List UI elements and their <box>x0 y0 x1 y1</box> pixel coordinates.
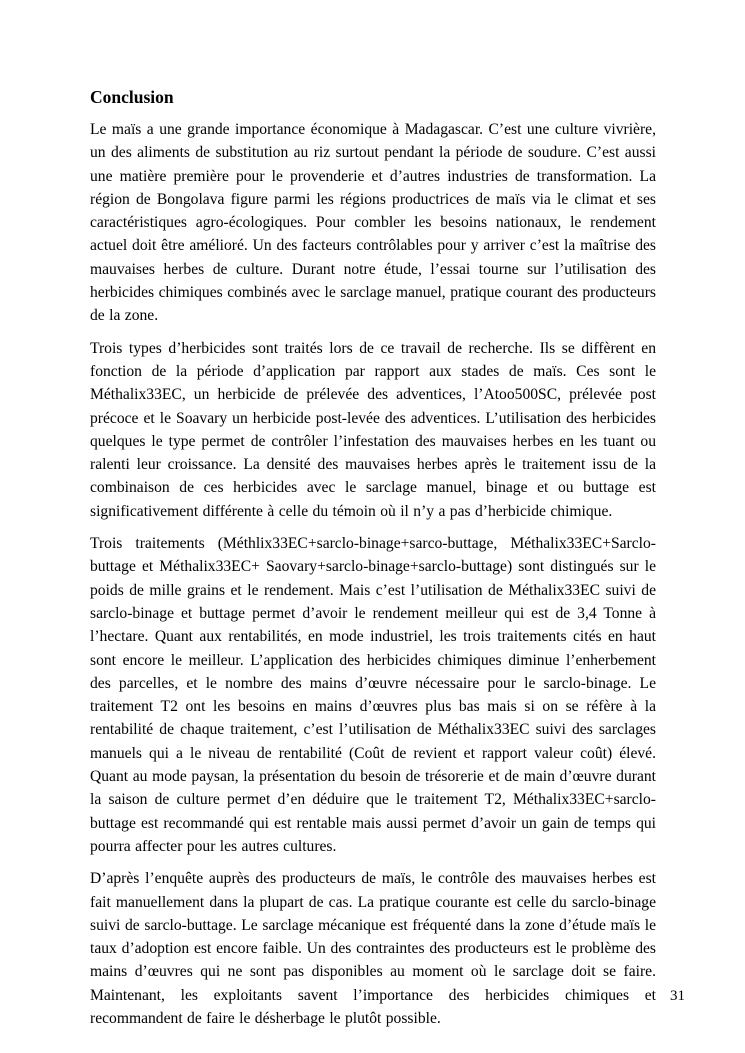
paragraph: D’après l’enquête auprès des producteurs de maïs, le contrôle des mauvaises herbes est fait manuellement dans la plupart de cas. La pratique courante est celle du sarclo-binage suivi de sarclo-buttage. Le sarclage mécanique est fréquenté dans la zone d’étude maïs le taux d’adoption est encore faible. Un des contraintes des producteurs est le problème des mains d’œuvres qui ne sont pas disponibles au moment où le sarclage doit se faire. Maintenant, les exploitants savent l’importance des herbicides chimiques et recommandent de faire le désherbage le plutôt possible. <box>90 870 656 1027</box>
paragraph: Trois traitements (Méthlix33EC+sarclo-binage+sarco-buttage, Méthalix33EC+Sarclo-buttage et Méthalix33EC+ Saovary+sarclo-binage+sarclo-buttage) sont distingués sur le poids de mille grains et le rendement. Mais c’est l’utilisation de Méthalix33EC suivi de sarclo-binage et buttage permet d’avoir le rendement meilleur qui est de 3,4 Tonne à l’hectare. Quant aux rentabilités, en mode industriel, les trois traitements cités en haut sont encore le meilleur. L’application des herbicides chimiques diminue l’enherbement des parcelles, et le nombre des mains d’œuvre nécessaire pour le sarclo-binage. Le traitement T2 ont les besoins en mains d’œuvres plus bas mais si on se réfère à la rentabilité de chaque traitement, c’est l’utilisation de Méthalix33EC suivi des sarclages manuels qui a le niveau de rentabilité (Coût de revient et rapport valeur coût) élevé. Quant au mode paysan, la présentation du besoin de trésorerie et de main d’œuvre durant la saison de culture permet d’en déduire que le traitement T2, Méthalix33EC+sarclo-buttage est recommandé qui est rentable mais aussi permet d’avoir un gain de temps qui pourra affecter pour les autres cultures. <box>90 535 656 855</box>
paragraph: Le maïs a une grande importance économique à Madagascar. C’est une culture vivrière, un des aliments de substitution au riz surtout pendant la période de soudure. C’est aussi une matière première pour le provenderie et d’autres industries de transformation. La région de Bongolava figure parmi les régions productrices de maïs via le climat et ses caractéristiques agro-écologiques. Pour combler les besoins nationaux, le rendement actuel doit être amélioré. Un des facteurs contrôlables pour y arriver c’est la maîtrise des mauvaises herbes de culture. Durant notre étude, l’essai tourne sur l’utilisation des herbicides chimiques combinés avec le sarclage manuel, pratique courant des producteurs de la zone. <box>90 121 656 325</box>
page-number: 31 <box>670 988 685 1004</box>
paragraph: Trois types d’herbicides sont traités lors de ce travail de recherche. Ils se diffèrent en fonction de la période d’application par rapport aux stades de maïs. Ces sont le Méthalix33EC, un herbicide de prélevée des adventices, l’Atoo500SC, prélevée post précoce et le Soavary un herbicide post-levée des adventices. L’utilisation des herbicides quelques le type permet de contrôler l’infestation des mauvaises herbes en les tuant ou ralenti leur croissance. La densité des mauvaises herbes après le traitement issu de la combinaison de ces herbicides avec le sarclage manuel, binage et ou buttage est significativement différente à celle du témoin où il n’y a pas d’herbicide chimique. <box>90 339 656 520</box>
section-heading: Conclusion <box>90 87 174 107</box>
